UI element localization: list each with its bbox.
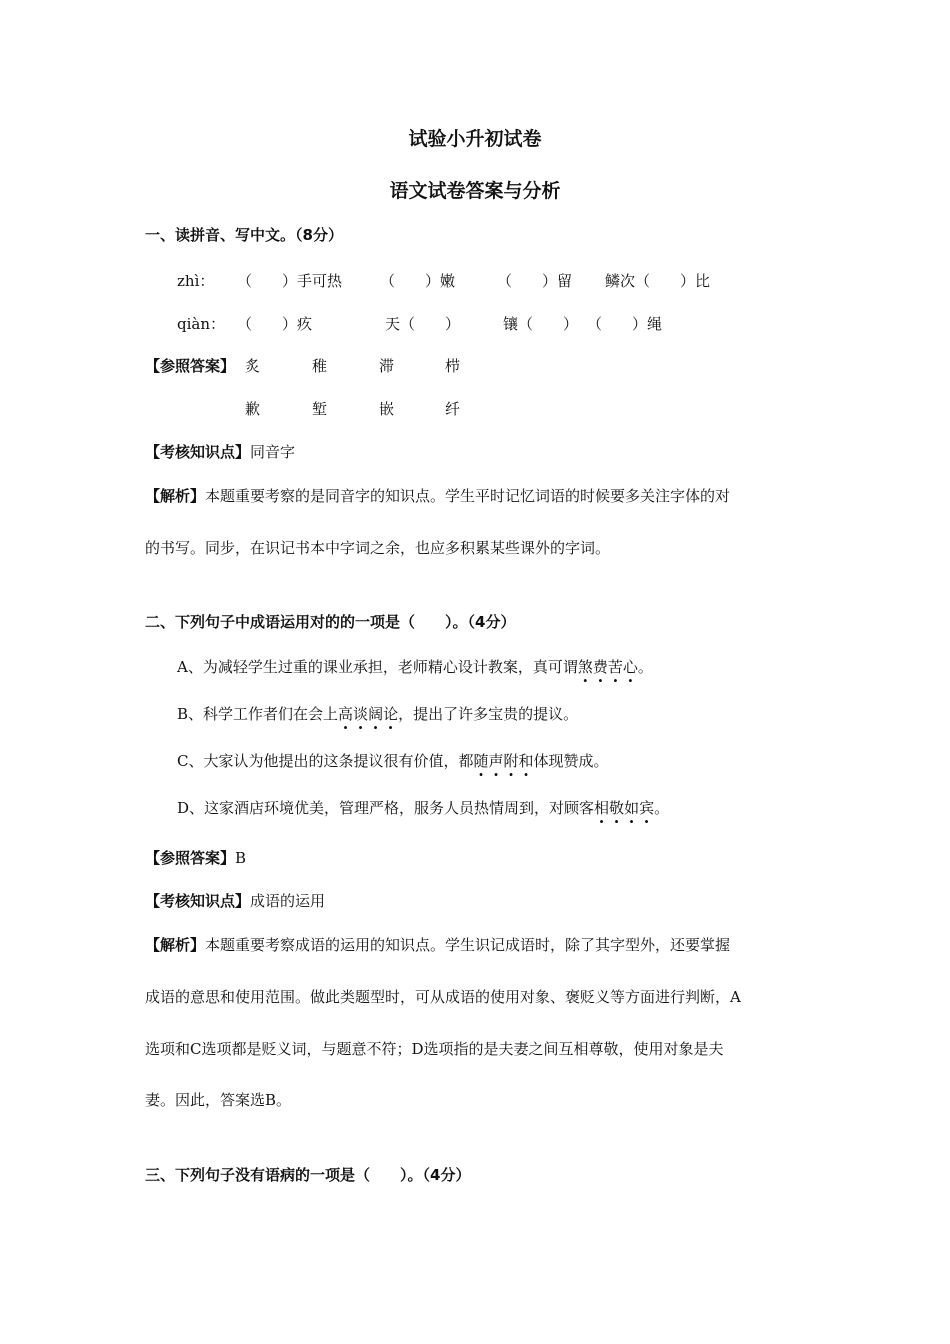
answer-tag: 【参照答案】 bbox=[145, 849, 236, 867]
answer-char: 炙 bbox=[245, 357, 261, 375]
answer-char: 堑 bbox=[312, 400, 328, 418]
option-d bbox=[177, 797, 669, 818]
blank-item: （ ）疚 bbox=[237, 315, 313, 333]
analysis-text: 成语的意思和使用范围。做此类题型时，可从成语的使用对象、褒贬义等方面进行判断，A bbox=[145, 988, 741, 1006]
blank-item: （ ）绳 bbox=[587, 315, 663, 333]
option-text: 。 bbox=[637, 658, 653, 676]
analysis-text: 的书写。同步，在识记书本中字词之余，也应多积累某些课外的字词。 bbox=[145, 539, 611, 557]
option-b bbox=[177, 703, 578, 724]
emphasis-char: 相 bbox=[594, 799, 610, 817]
answer-char: 嵌 bbox=[379, 400, 395, 418]
question-3-heading: 三、下列句子没有语病的一项是（ ）。（4分） bbox=[145, 1166, 471, 1184]
answer-tag: 【参照答案】 bbox=[145, 357, 236, 375]
document-title: 试验小升初试卷 bbox=[408, 128, 542, 150]
emphasis-char: 阔 bbox=[368, 705, 384, 723]
answer-line-2 bbox=[245, 398, 460, 419]
emphasis-char: 谈 bbox=[353, 705, 369, 723]
option-text: C、大家认为他提出的这条提议很有价值，都 bbox=[177, 752, 474, 770]
pinyin-row-qian bbox=[177, 313, 662, 334]
pinyin-row-zhi bbox=[177, 270, 710, 291]
analysis-line bbox=[145, 934, 730, 955]
analysis-line bbox=[145, 485, 730, 506]
question-1-heading: 一、读拼音、写中文。（8分） bbox=[145, 226, 343, 244]
analysis-text: 本题重要考察的是同音字的知识点。学生平时记忆词语的时候要多关注字体的对 bbox=[205, 487, 731, 505]
answer-line-1 bbox=[145, 355, 460, 376]
option-c bbox=[177, 750, 609, 771]
knowledge-tag: 【考核知识点】 bbox=[145, 443, 251, 461]
option-text: 。 bbox=[654, 799, 670, 817]
option-a bbox=[177, 656, 653, 677]
blank-item: 天（ ） bbox=[385, 315, 461, 333]
answer-text: B bbox=[235, 849, 247, 867]
answer-char: 稚 bbox=[312, 357, 328, 375]
knowledge-text: 成语的运用 bbox=[250, 892, 326, 910]
emphasis-char: 宾 bbox=[639, 799, 655, 817]
emphasis-char: 和 bbox=[518, 752, 534, 770]
knowledge-line bbox=[145, 890, 325, 911]
analysis-text: 妻。因此，答案选B。 bbox=[145, 1091, 292, 1109]
knowledge-tag: 【考核知识点】 bbox=[145, 892, 251, 910]
blank-item: 镶（ ） bbox=[503, 315, 579, 333]
answer-char: 纤 bbox=[445, 400, 461, 418]
emphasis-char: 心 bbox=[622, 658, 638, 676]
emphasis-char: 费 bbox=[592, 658, 608, 676]
blank-item: （ ）留 bbox=[497, 272, 573, 290]
analysis-text: 选项和C选项都是贬义词，与题意不符；D选项指的是夫妻之间互相尊敬，使用对象是夫 bbox=[145, 1040, 724, 1058]
option-text: A、为减轻学生过重的课业承担，老师精心设计教案，真可谓 bbox=[177, 658, 578, 676]
option-text: B、科学工作者们在会上 bbox=[177, 705, 339, 723]
analysis-tag: 【解析】 bbox=[145, 487, 206, 505]
analysis-tag: 【解析】 bbox=[145, 936, 206, 954]
answer-char: 滞 bbox=[379, 357, 395, 375]
option-text: ，提出了许多宝贵的提议。 bbox=[398, 705, 579, 723]
emphasis-char: 高 bbox=[338, 705, 354, 723]
document-subtitle: 语文试卷答案与分析 bbox=[389, 180, 561, 202]
question-2-heading: 二、下列句子中成语运用对的的一项是（ ）。（4分） bbox=[145, 613, 516, 631]
emphasis-char: 如 bbox=[624, 799, 640, 817]
blank-item: （ ）嫩 bbox=[380, 272, 456, 290]
option-text: D、这家酒店环境优美，管理严格，服务人员热情周到，对顾客 bbox=[177, 799, 595, 817]
emphasis-char: 论 bbox=[383, 705, 399, 723]
analysis-text: 本题重要考察成语的运用的知识点。学生识记成语时，除了其字型外，还要掌握 bbox=[205, 936, 731, 954]
knowledge-line bbox=[145, 441, 295, 462]
answer-line bbox=[145, 847, 246, 868]
emphasis-char: 附 bbox=[503, 752, 519, 770]
emphasis-char: 煞 bbox=[577, 658, 593, 676]
pinyin-label: zhì： bbox=[177, 272, 215, 290]
answer-char: 栉 bbox=[445, 357, 461, 375]
knowledge-text: 同音字 bbox=[250, 443, 296, 461]
answer-char: 歉 bbox=[245, 400, 261, 418]
option-text: 体现赞成。 bbox=[533, 752, 609, 770]
emphasis-char: 随 bbox=[473, 752, 489, 770]
emphasis-char: 声 bbox=[488, 752, 504, 770]
blank-item: 鳞次（ ）比 bbox=[605, 272, 711, 290]
emphasis-char: 苦 bbox=[607, 658, 623, 676]
blank-item: （ ）手可热 bbox=[237, 272, 343, 290]
emphasis-char: 敬 bbox=[609, 799, 625, 817]
pinyin-label: qiàn： bbox=[177, 315, 226, 333]
